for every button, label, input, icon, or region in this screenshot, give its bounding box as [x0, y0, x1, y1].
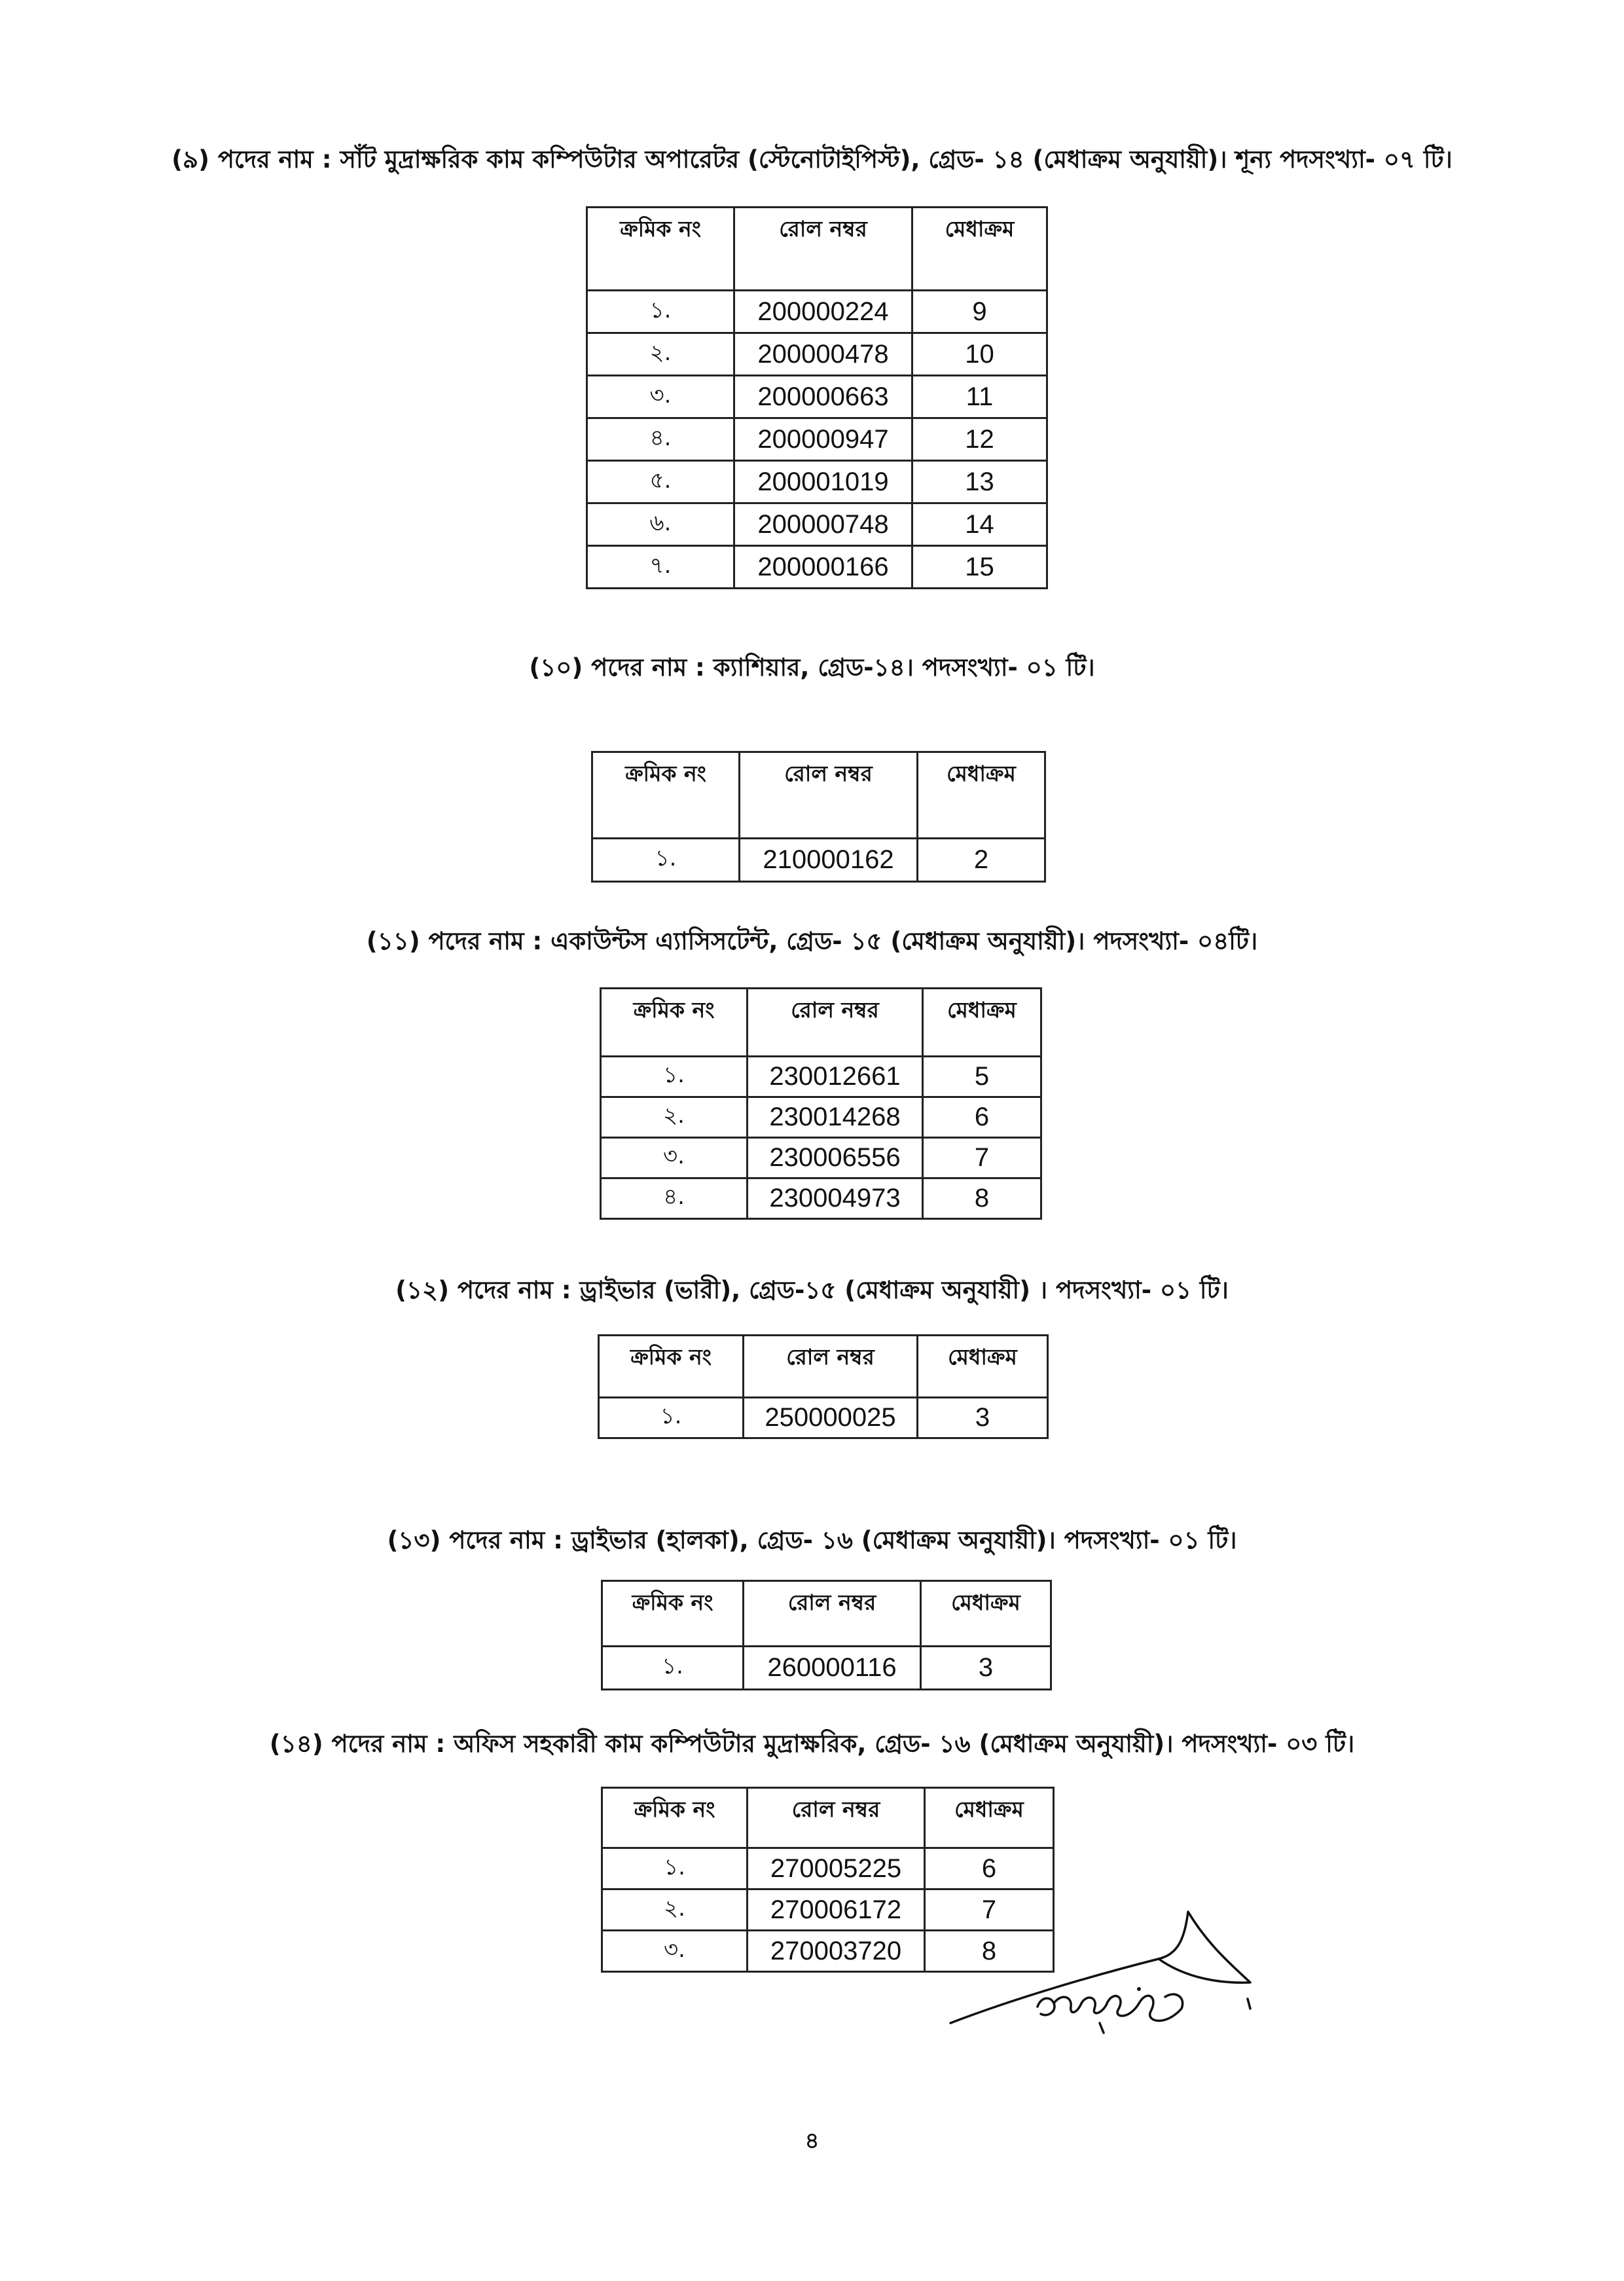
- col-merit-header: মেধাক্রম: [921, 1581, 1051, 1647]
- merit-cell: 8: [923, 1178, 1041, 1219]
- merit-cell: 7: [925, 1889, 1054, 1931]
- merit-cell: 9: [912, 291, 1047, 333]
- section-14-heading: (১৪) পদের নাম : অফিস সহকারী কাম কম্পিউটার মুদ্রাক্ষরিক, গ্রেড- ১৬ (মেধাক্রম অনুযায়ী)। পদসংখ্যা- ০৩ টি।: [269, 1730, 1355, 1758]
- serial-cell: ৩.: [587, 376, 734, 418]
- section-11-table: [600, 987, 1042, 1220]
- col-serial-header: ক্রমিক নং: [602, 1581, 744, 1647]
- section-12-heading: (১২) পদের নাম : ড্রাইভার (ভারী), গ্রেড-১৫ (মেধাক্রম অনুযায়ী) । পদসংখ্যা- ০১ টি।: [395, 1276, 1229, 1304]
- col-merit-header: মেধাক্রম: [925, 1788, 1054, 1848]
- serial-cell: ৩.: [602, 1931, 748, 1972]
- col-roll-header: রোল নম্বর: [748, 989, 923, 1057]
- serial-cell: ১.: [602, 1848, 748, 1889]
- serial-cell: ৪.: [601, 1178, 748, 1219]
- merit-cell: 7: [923, 1138, 1041, 1178]
- roll-cell: 200000748: [734, 503, 912, 546]
- roll-cell: 270006172: [748, 1889, 925, 1931]
- table-header-row: [587, 208, 1047, 291]
- table-header-row: [602, 1581, 1051, 1647]
- col-serial-header: ক্রমিক নং: [601, 989, 748, 1057]
- serial-cell: ৫.: [587, 461, 734, 503]
- col-serial-header: ক্রমিক নং: [599, 1336, 744, 1398]
- roll-cell: 200000224: [734, 291, 912, 333]
- merit-cell: 15: [912, 546, 1047, 589]
- roll-cell: 200001019: [734, 461, 912, 503]
- table-row: [587, 503, 1047, 546]
- roll-cell: 270005225: [748, 1848, 925, 1889]
- col-serial-header: ক্রমিক নং: [602, 1788, 748, 1848]
- section-13-table: [601, 1580, 1052, 1690]
- col-merit-header: মেধাক্রম: [918, 752, 1045, 839]
- section-12-table: [598, 1334, 1049, 1439]
- table-row: [587, 291, 1047, 333]
- section-11-heading: (১১) পদের নাম : একাউন্টস এ্যাসিসটেন্ট, গ্রেড- ১৫ (মেধাক্রম অনুযায়ী)। পদসংখ্যা- ০৪টি।: [366, 927, 1258, 955]
- table-row: [601, 1178, 1041, 1219]
- merit-cell: 10: [912, 333, 1047, 376]
- merit-cell: 3: [921, 1647, 1051, 1690]
- serial-cell: ৩.: [601, 1138, 748, 1178]
- merit-cell: 14: [912, 503, 1047, 546]
- roll-cell: 200000166: [734, 546, 912, 589]
- col-merit-header: মেধাক্রম: [912, 208, 1047, 291]
- table-row: [587, 461, 1047, 503]
- col-serial-header: ক্রমিক নং: [592, 752, 740, 839]
- section-9-heading: (৯) পদের নাম : সাঁট মুদ্রাক্ষরিক কাম কম্পিউটার অপারেটর (স্টেনোটাইপিস্ট), গ্রেড- ১৪ (মেধাক্রম অনুযায়ী)। শূন্য পদসংখ্যা- ০৭ টি।: [171, 145, 1453, 173]
- merit-cell: 3: [918, 1398, 1048, 1438]
- table-row: [592, 839, 1045, 882]
- table-row: [601, 1138, 1041, 1178]
- col-roll-header: রোল নম্বর: [744, 1336, 918, 1398]
- table-row: [602, 1647, 1051, 1690]
- section-9-table: [586, 206, 1048, 589]
- roll-cell: 200000478: [734, 333, 912, 376]
- serial-cell: ১.: [602, 1647, 744, 1690]
- col-serial-header: ক্রমিক নং: [587, 208, 734, 291]
- merit-cell: 5: [923, 1057, 1041, 1097]
- table-row: [599, 1398, 1048, 1438]
- section-10-table: [591, 751, 1046, 883]
- table-row: [601, 1057, 1041, 1097]
- table-row: [587, 376, 1047, 418]
- serial-cell: ৬.: [587, 503, 734, 546]
- merit-cell: 2: [918, 839, 1045, 882]
- col-merit-header: মেধাক্রম: [918, 1336, 1048, 1398]
- serial-cell: ৭.: [587, 546, 734, 589]
- roll-cell: 230004973: [748, 1178, 923, 1219]
- roll-cell: 250000025: [744, 1398, 918, 1438]
- table-row: [601, 1097, 1041, 1138]
- merit-cell: 13: [912, 461, 1047, 503]
- roll-cell: 230014268: [748, 1097, 923, 1138]
- roll-cell: 210000162: [740, 839, 918, 882]
- serial-cell: ৪.: [587, 418, 734, 461]
- serial-cell: ২.: [601, 1097, 748, 1138]
- col-roll-header: রোল নম্বর: [748, 1788, 925, 1848]
- table-row: [587, 546, 1047, 589]
- table-header-row: [599, 1336, 1048, 1398]
- merit-cell: 11: [912, 376, 1047, 418]
- roll-cell: 270003720: [748, 1931, 925, 1972]
- col-roll-header: রোল নম্বর: [744, 1581, 921, 1647]
- section-10-heading: (১০) পদের নাম : ক্যাশিয়ার, গ্রেড-১৪। পদসংখ্যা- ০১ টি।: [529, 653, 1095, 682]
- table-header-row: [602, 1788, 1054, 1848]
- table-header-row: [592, 752, 1045, 839]
- serial-cell: ১.: [599, 1398, 744, 1438]
- col-merit-header: মেধাক্রম: [923, 989, 1041, 1057]
- table-row: [602, 1848, 1054, 1889]
- roll-cell: 260000116: [744, 1647, 921, 1690]
- serial-cell: ২.: [602, 1889, 748, 1931]
- serial-cell: ১.: [587, 291, 734, 333]
- roll-cell: 200000947: [734, 418, 912, 461]
- signature: [943, 1899, 1270, 2049]
- page-number: ৪: [804, 2128, 820, 2154]
- merit-cell: 6: [923, 1097, 1041, 1138]
- merit-cell: 12: [912, 418, 1047, 461]
- col-roll-header: রোল নম্বর: [734, 208, 912, 291]
- roll-cell: 200000663: [734, 376, 912, 418]
- merit-cell: 6: [925, 1848, 1054, 1889]
- table-header-row: [601, 989, 1041, 1057]
- merit-cell: 8: [925, 1931, 1054, 1972]
- table-row: [587, 333, 1047, 376]
- col-roll-header: রোল নম্বর: [740, 752, 918, 839]
- serial-cell: ১.: [601, 1057, 748, 1097]
- serial-cell: ১.: [592, 839, 740, 882]
- section-13-heading: (১৩) পদের নাম : ড্রাইভার (হালকা), গ্রেড- ১৬ (মেধাক্রম অনুযায়ী)। পদসংখ্যা- ০১ টি।: [387, 1526, 1237, 1554]
- roll-cell: 230006556: [748, 1138, 923, 1178]
- roll-cell: 230012661: [748, 1057, 923, 1097]
- serial-cell: ২.: [587, 333, 734, 376]
- table-row: [587, 418, 1047, 461]
